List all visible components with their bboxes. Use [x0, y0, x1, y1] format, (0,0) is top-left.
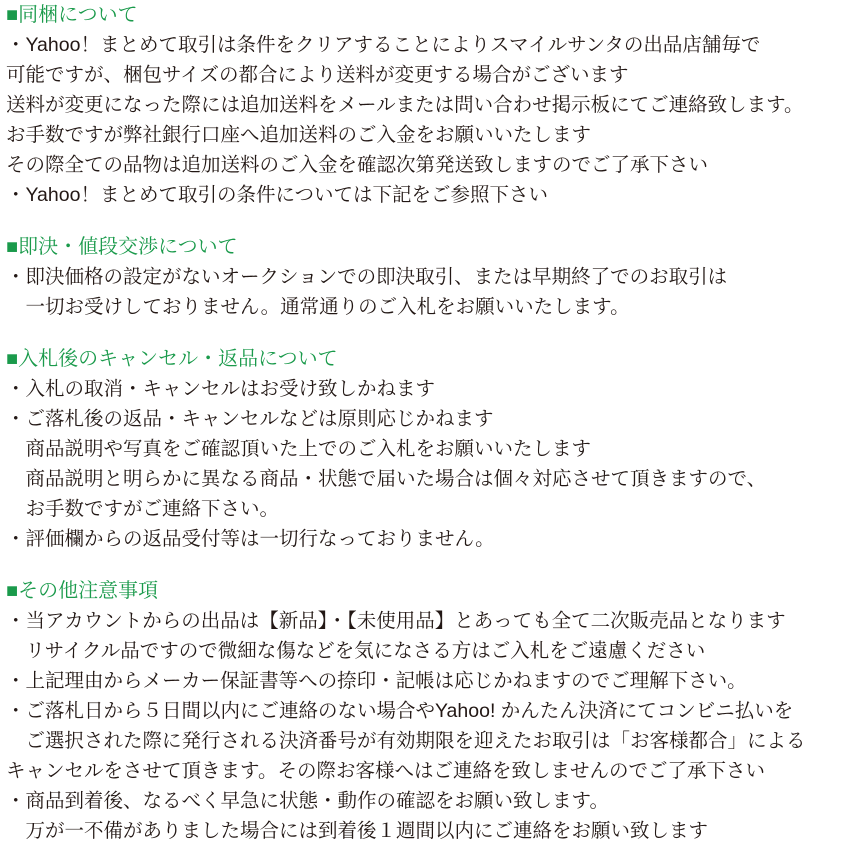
- section-spacer: [0, 554, 861, 576]
- notice-line: ・Yahoo！まとめて取引の条件については下記をご参照下さい: [6, 184, 549, 206]
- section-spacer: [0, 210, 861, 232]
- notice-line: 万が一不備がありました場合には到着後１週間以内にご連絡をお願い致します: [6, 820, 709, 842]
- notice-line: ・即決価格の設定がないオークションでの即決取引、または早期終了でのお取引は: [6, 266, 728, 288]
- section-cancel-return: [0, 344, 861, 554]
- section-heading: ■即決・値段交渉について: [6, 236, 238, 258]
- section-heading: ■入札後のキャンセル・返品について: [6, 348, 338, 370]
- notice-line: その際全ての品物は追加送料のご入金を確認次第発送致しますのでご了承下さい: [6, 154, 709, 176]
- section-bundling: [0, 0, 861, 210]
- notice-line: ご選択された際に発行される決済番号が有効期限を迎えたお取引は「お客様都合」による: [6, 730, 806, 752]
- notice-line: 商品説明や写真をご確認頂いた上でのご入札をお願いいたします: [6, 438, 592, 460]
- notice-line: リサイクル品ですので微細な傷などを気になさる方はご入札をご遠慮ください: [6, 640, 706, 662]
- notice-line: ・入札の取消・キャンセルはお受け致しかねます: [6, 378, 436, 400]
- notice-line: 商品説明と明らかに異なる商品・状態で届いた場合は個々対応させて頂きますので、: [6, 468, 767, 490]
- section-heading: ■同梱について: [6, 4, 138, 26]
- section-instant-buy: [0, 232, 861, 322]
- notice-line: 送料が変更になった際には追加送料をメールまたは問い合わせ掲示板にてご連絡致します。: [6, 94, 804, 116]
- section-spacer: [0, 322, 861, 344]
- section-other-notes: [0, 576, 861, 846]
- notice-line: ・評価欄からの返品受付等は一切行なっておりません。: [6, 528, 495, 550]
- notice-line: ・ご落札後の返品・キャンセルなどは原則応じかねます: [6, 408, 494, 430]
- notice-line: ・ご落札日から５日間以内にご連絡のない場合やYahoo! かんたん決済にてコンビニ払いを: [6, 700, 794, 722]
- notice-line: ・Yahoo！まとめて取引は条件をクリアすることによりスマイルサンタの出品店舗毎で: [6, 34, 761, 56]
- notice-line: キャンセルをさせて頂きます。その際お客様へはご連絡を致しませんのでご了承下さい: [6, 760, 765, 782]
- notice-line: ・商品到着後、なるべく早急に状態・動作の確認をお願い致します。: [6, 790, 609, 812]
- section-heading: ■その他注意事項: [6, 580, 159, 602]
- notice-line: お手数ですがご連絡下さい。: [6, 498, 280, 520]
- notice-line: ・当アカウントからの出品は【新品】・【未使用品】とあっても全て二次販売品となります: [6, 610, 786, 632]
- notice-line: 可能ですが、梱包サイズの都合により送料が変更する場合がございます: [6, 64, 629, 86]
- notice-line: お手数ですが弊社銀行口座へ追加送料のご入金をお願いいたします: [6, 124, 592, 146]
- notice-line: 一切お受けしておりません。通常通りのご入札をお願いいたします。: [6, 296, 630, 318]
- notice-line: ・上記理由からメーカー保証書等への捺印・記帳は応じかねますのでご理解下さい。: [6, 670, 747, 692]
